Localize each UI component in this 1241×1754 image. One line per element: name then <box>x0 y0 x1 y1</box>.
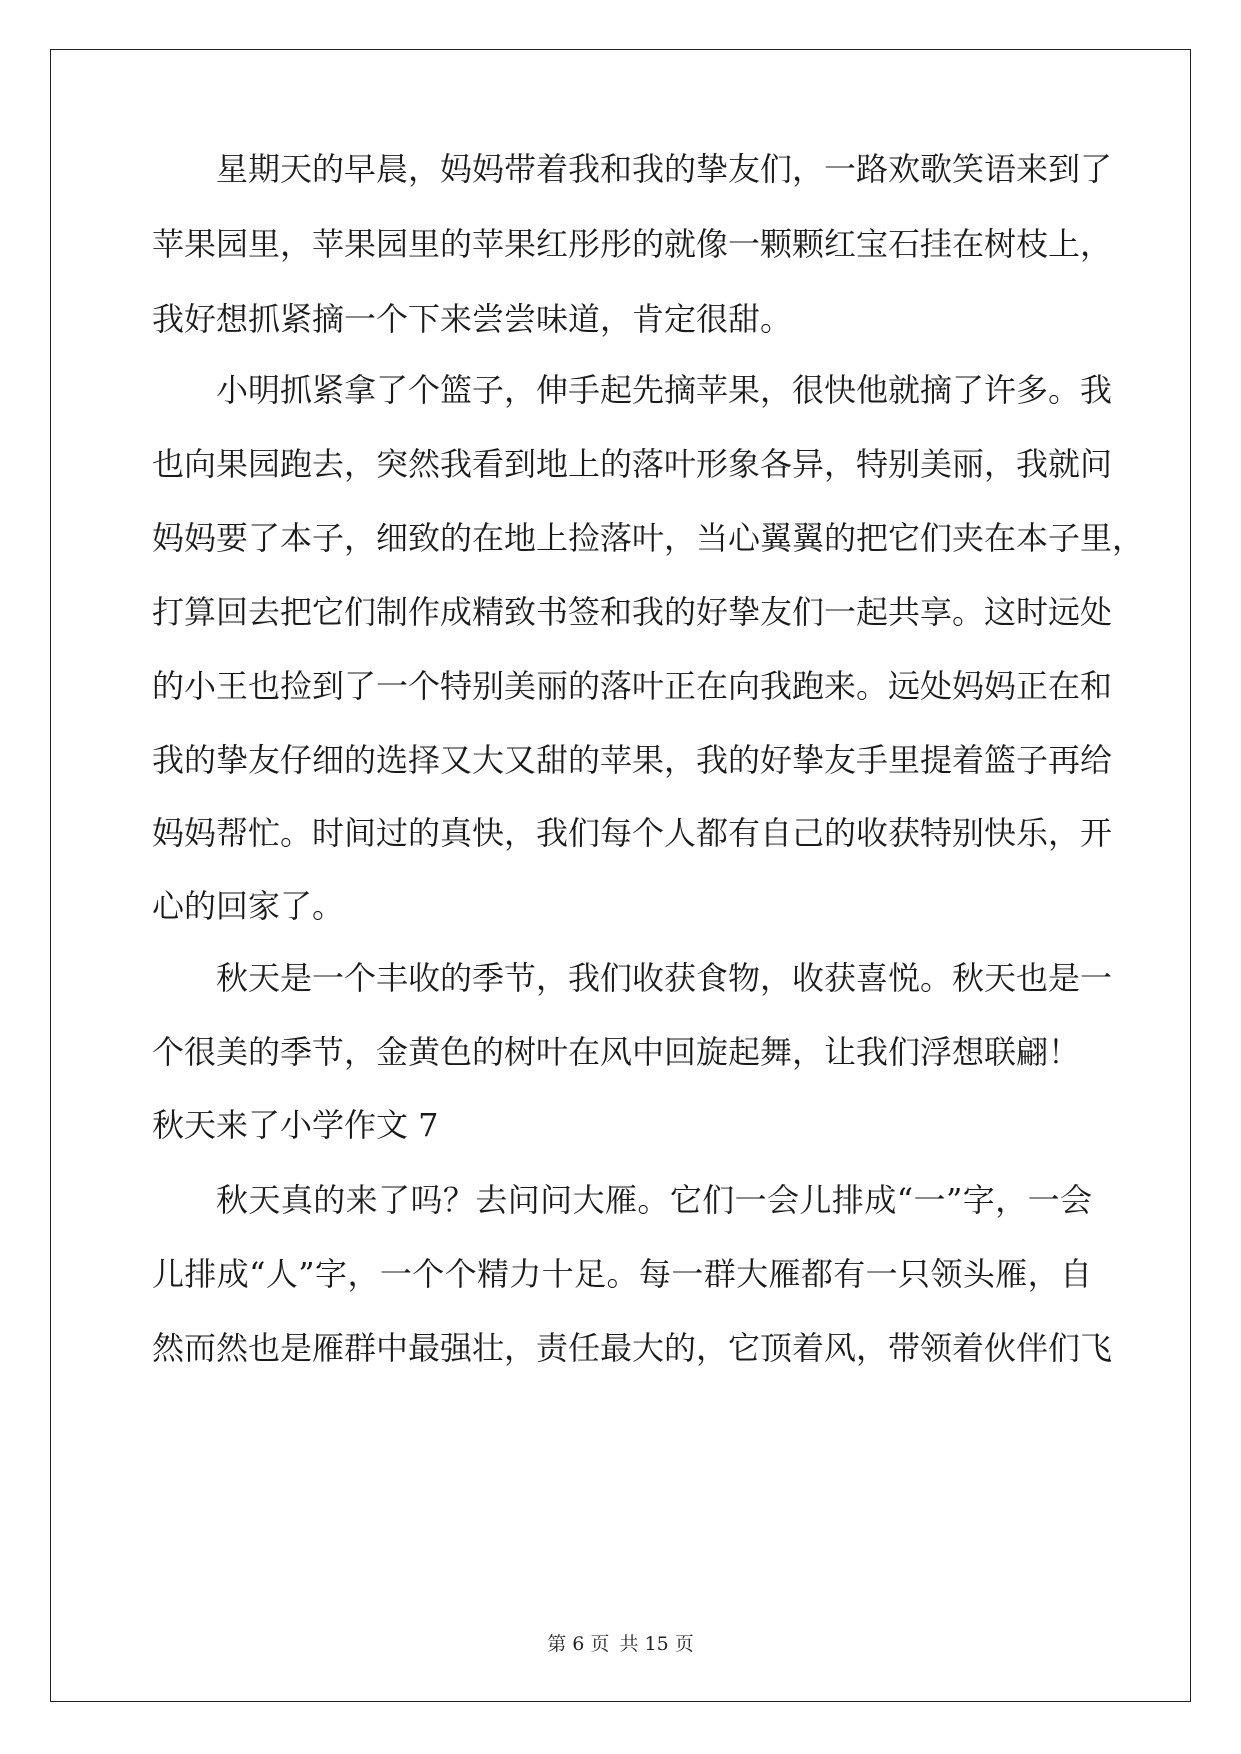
text-line: 然而然也是雁群中最强壮，责任最大的，它顶着风，带领着伙伴们飞 <box>152 1329 1113 1367</box>
page-number: 第 6 页 <box>547 1633 610 1655</box>
text-line: 小明抓紧拿了个篮子，伸手起先摘苹果，很快他就摘了许多。我 <box>216 371 1113 409</box>
text-line: 我的挚友仔细的选择又大又甜的苹果，我的好挚友手里提着篮子再给 <box>152 741 1113 779</box>
page-total: 共 15 页 <box>619 1633 694 1655</box>
text-line: 妈妈帮忙。时间过的真快，我们每个人都有自己的收获特别快乐，开 <box>152 814 1113 852</box>
text-line: 的小王也捡到了一个特别美丽的落叶正在向我跑来。远处妈妈正在和 <box>152 667 1113 705</box>
text-line: 打算回去把它们制作成精致书签和我的好挚友们一起共享。这时远处 <box>152 593 1113 631</box>
text-line: 苹果园里，苹果园里的苹果红彤彤的就像一颗颗红宝石挂在树枝上， <box>152 225 1113 263</box>
text-line: 儿排成“人”字，一个个精力十足。每一群大雁都有一只领头雁，自 <box>152 1255 1092 1293</box>
text-line: 秋天真的来了吗？去问问大雁。它们一会儿排成“一”字，一会 <box>216 1181 1092 1219</box>
text-line: 我好想抓紧摘一个下来尝尝味道，肯定很甜。 <box>152 300 793 338</box>
text-line: 个很美的季节，金黄色的树叶在风中回旋起舞，让我们浮想联翩！ <box>152 1033 1081 1071</box>
section-heading: 秋天来了小学作文 7 <box>152 1106 439 1144</box>
text-line: 秋天是一个丰收的季节，我们收获食物，收获喜悦。秋天也是一 <box>216 959 1113 997</box>
text-line: 妈妈要了本子，细致的在地上捡落叶，当心翼翼的把它们夹在本子里， <box>152 519 1145 557</box>
text-line: 星期天的早晨，妈妈带着我和我的挚友们，一路欢歌笑语来到了 <box>216 150 1113 188</box>
text-line: 心的回家了。 <box>152 887 345 925</box>
page-footer <box>0 1629 1241 1656</box>
text-line: 也向果园跑去，突然我看到地上的落叶形象各异，特别美丽，我就问 <box>152 445 1113 483</box>
